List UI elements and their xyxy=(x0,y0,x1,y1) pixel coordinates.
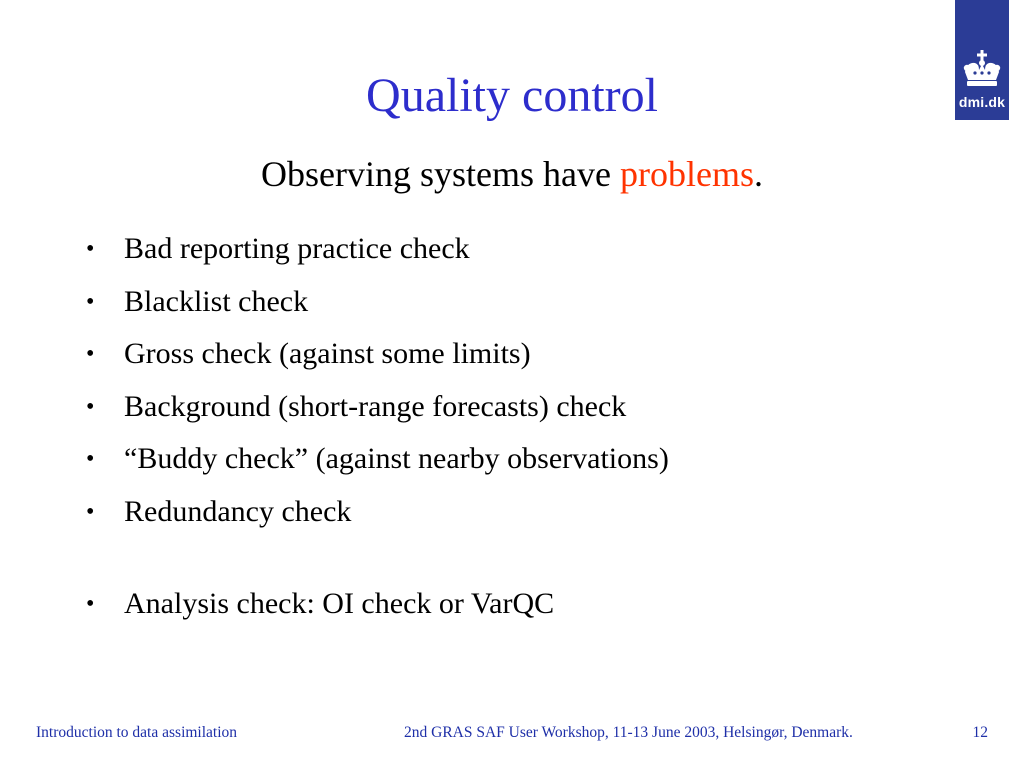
bullet-icon: • xyxy=(86,446,95,472)
bullet-item xyxy=(86,282,986,322)
bullet-text: “Buddy check” (against nearby observations) xyxy=(124,442,669,475)
logo-text: dmi.dk xyxy=(958,94,1006,110)
subtitle-prefix: Observing systems have xyxy=(261,154,620,194)
bullet-icon: • xyxy=(86,341,95,367)
bullet-item xyxy=(86,584,986,624)
slide-title: Quality control xyxy=(366,69,658,122)
bullet-item xyxy=(86,229,986,269)
bullet-item xyxy=(86,439,986,479)
bullet-text: Gross check (against some limits) xyxy=(124,337,531,370)
footer-left: Introduction to data assimilation xyxy=(36,724,238,741)
bullet-text: Bad reporting practice check xyxy=(124,232,470,265)
bullet-icon: • xyxy=(86,498,95,525)
page-number: 12 xyxy=(972,724,988,741)
bullet-icon: • xyxy=(86,590,95,617)
bullet-icon: • xyxy=(86,236,95,262)
bullet-text: Background (short-range forecasts) check xyxy=(124,389,627,423)
bullet-item xyxy=(86,492,986,532)
bullet-text: Blacklist check xyxy=(124,284,309,318)
bullet-icon: • xyxy=(86,288,95,315)
bullet-list xyxy=(86,229,986,636)
slide-subtitle xyxy=(0,152,1024,196)
bullet-item xyxy=(86,334,986,374)
bullet-item xyxy=(86,387,986,427)
subtitle-highlight: problems xyxy=(619,154,754,194)
footer-center: 2nd GRAS SAF User Workshop, 11-13 June 2003, Helsingør, Denmark. xyxy=(404,724,853,741)
bullet-text: Redundancy check xyxy=(124,494,352,528)
bullet-icon: • xyxy=(86,393,95,420)
subtitle-suffix: . xyxy=(753,154,763,194)
bullet-text: Analysis check: OI check or VarQC xyxy=(124,586,555,620)
